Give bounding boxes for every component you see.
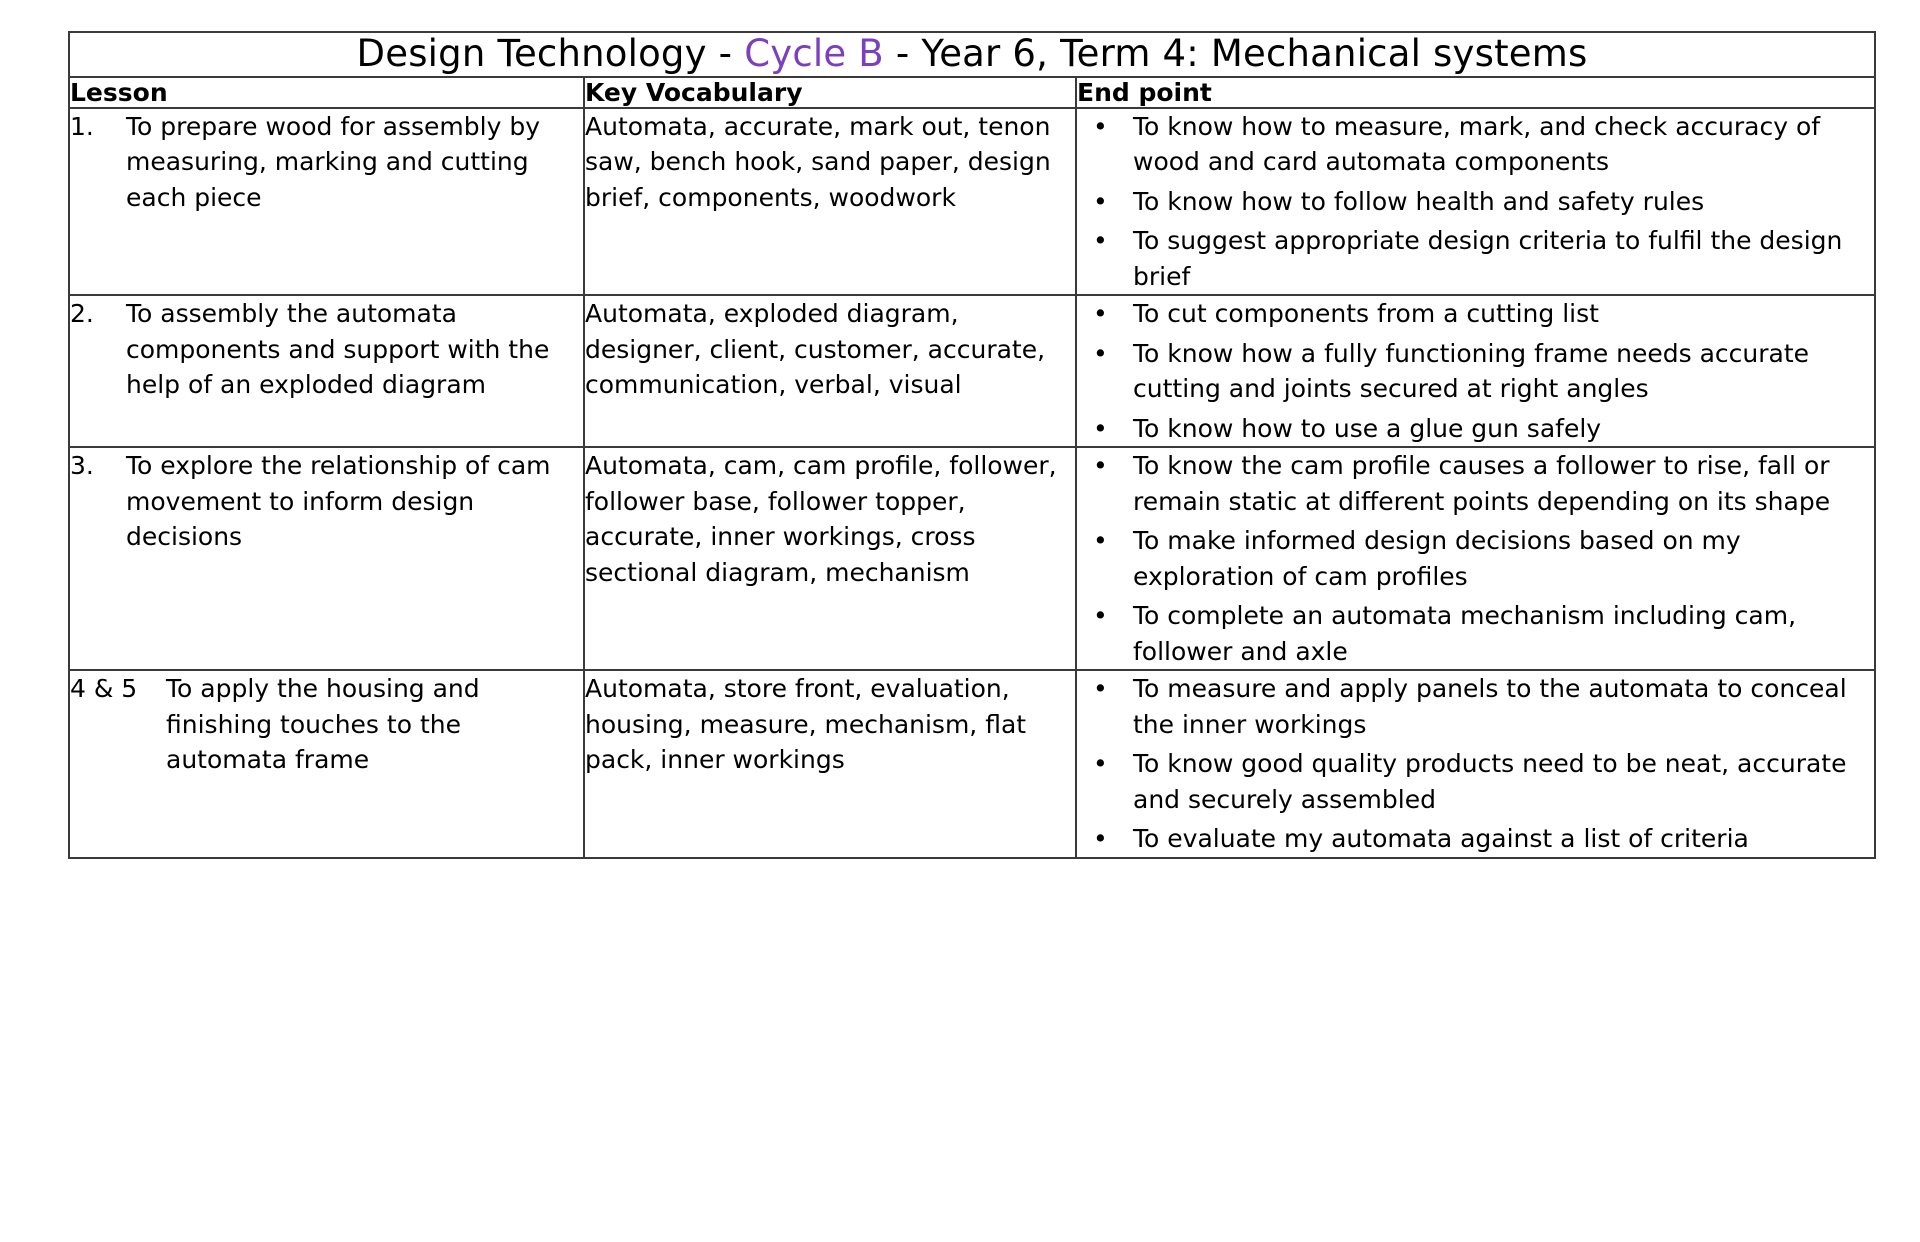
endpoint-text: To suggest appropriate design criteria to fulfil the design brief bbox=[1133, 226, 1843, 291]
bullet-icon: • bbox=[1093, 413, 1108, 443]
table-row bbox=[69, 447, 1875, 670]
endpoint-text: To know how to use a glue gun safely bbox=[1133, 413, 1602, 443]
lesson-number: 2. bbox=[70, 299, 94, 329]
endpoint-text: To make informed design decisions based on my exploration of cam profiles bbox=[1133, 526, 1741, 591]
vocabulary-cell bbox=[584, 108, 1076, 296]
lesson-number: 3. bbox=[70, 451, 94, 481]
column-header-lesson: Lesson bbox=[69, 77, 584, 108]
endpoint-text: To know good quality products need to be neat, accurate and securely assembled bbox=[1133, 749, 1847, 814]
endpoint-list bbox=[1077, 296, 1874, 446]
vocabulary-cell bbox=[584, 295, 1076, 447]
lesson-cell bbox=[69, 447, 584, 670]
lesson-cell bbox=[69, 108, 584, 296]
vocabulary-text: Automata, exploded diagram, designer, client, customer, accurate, communication, verbal, visual bbox=[585, 299, 1046, 400]
title-cycle-label: Cycle B bbox=[744, 32, 884, 75]
bullet-icon: • bbox=[1093, 451, 1108, 481]
list-item bbox=[1077, 296, 1874, 332]
list-item bbox=[1077, 523, 1874, 594]
endpoint-text: To cut components from a cutting list bbox=[1133, 299, 1599, 329]
endpoint-cell bbox=[1076, 447, 1875, 670]
lesson-objective: To assembly the automata components and support with the help of an exploded diagram bbox=[126, 299, 550, 400]
column-header-endpoint: End point bbox=[1076, 77, 1875, 108]
bullet-icon: • bbox=[1093, 601, 1108, 631]
page-title bbox=[357, 32, 1588, 75]
bullet-icon: • bbox=[1093, 226, 1108, 256]
lesson-number: 1. bbox=[70, 111, 94, 141]
endpoint-text: To know the cam profile causes a follower to rise, fall or remain static at different points depending on its shape bbox=[1133, 451, 1831, 516]
lesson-number: 4 & 5 bbox=[70, 674, 138, 704]
list-item bbox=[1077, 598, 1874, 669]
endpoint-text: To know how to follow health and safety rules bbox=[1133, 186, 1705, 216]
list-item bbox=[1077, 448, 1874, 519]
title-row bbox=[69, 32, 1875, 77]
vocabulary-text: Automata, accurate, mark out, tenon saw, bench hook, sand paper, design brief, components, woodwork bbox=[585, 111, 1051, 212]
endpoint-list bbox=[1077, 671, 1874, 857]
endpoint-text: To evaluate my automata against a list of criteria bbox=[1133, 824, 1749, 854]
list-item bbox=[1077, 336, 1874, 407]
endpoint-cell bbox=[1076, 108, 1875, 296]
bullet-icon: • bbox=[1093, 338, 1108, 368]
lesson-cell bbox=[69, 295, 584, 447]
list-item bbox=[1077, 746, 1874, 817]
list-item bbox=[1077, 821, 1874, 857]
table-row bbox=[69, 108, 1875, 296]
lesson-objective: To apply the housing and finishing touches to the automata frame bbox=[166, 674, 480, 775]
list-item bbox=[1077, 223, 1874, 294]
title-prefix: Design Technology - bbox=[356, 32, 745, 75]
vocabulary-cell bbox=[584, 447, 1076, 670]
bullet-icon: • bbox=[1093, 824, 1108, 854]
list-item bbox=[1077, 109, 1874, 180]
endpoint-list bbox=[1077, 109, 1874, 295]
endpoint-cell bbox=[1076, 295, 1875, 447]
lesson-objective: To prepare wood for assembly by measuring, marking and cutting each piece bbox=[126, 111, 540, 212]
table-row bbox=[69, 670, 1875, 858]
lesson-objective: To explore the relationship of cam movement to inform design decisions bbox=[126, 451, 551, 552]
list-item bbox=[1077, 411, 1874, 447]
bullet-icon: • bbox=[1093, 299, 1108, 329]
column-header-row bbox=[69, 77, 1875, 108]
document-title-cell bbox=[69, 32, 1875, 77]
title-suffix: - Year 6, Term 4: Mechanical systems bbox=[883, 32, 1588, 75]
endpoint-text: To complete an automata mechanism including cam, follower and axle bbox=[1133, 601, 1797, 666]
list-item bbox=[1077, 184, 1874, 220]
vocabulary-text: Automata, store front, evaluation, housing, measure, mechanism, flat pack, inner workings bbox=[585, 674, 1027, 775]
endpoint-text: To know how a fully functioning frame needs accurate cutting and joints secured at right angles bbox=[1133, 338, 1810, 404]
endpoint-list bbox=[1077, 448, 1874, 669]
bullet-icon: • bbox=[1093, 749, 1108, 779]
vocabulary-text: Automata, cam, cam profile, follower, follower base, follower topper, accurate, inner workings, cross sectional diagram, mechanism bbox=[585, 451, 1057, 587]
table-row bbox=[69, 295, 1875, 447]
bullet-icon: • bbox=[1093, 526, 1108, 556]
lesson-cell bbox=[69, 670, 584, 858]
endpoint-cell bbox=[1076, 670, 1875, 858]
bullet-icon: • bbox=[1093, 186, 1108, 216]
column-header-vocabulary: Key Vocabulary bbox=[584, 77, 1076, 108]
list-item bbox=[1077, 671, 1874, 742]
bullet-icon: • bbox=[1093, 674, 1108, 704]
endpoint-text: To measure and apply panels to the automata to conceal the inner workings bbox=[1133, 674, 1847, 739]
curriculum-plan-table bbox=[68, 31, 1876, 859]
endpoint-text: To know how to measure, mark, and check accuracy of wood and card automata components bbox=[1133, 111, 1821, 177]
vocabulary-cell bbox=[584, 670, 1076, 858]
bullet-icon: • bbox=[1093, 111, 1108, 141]
